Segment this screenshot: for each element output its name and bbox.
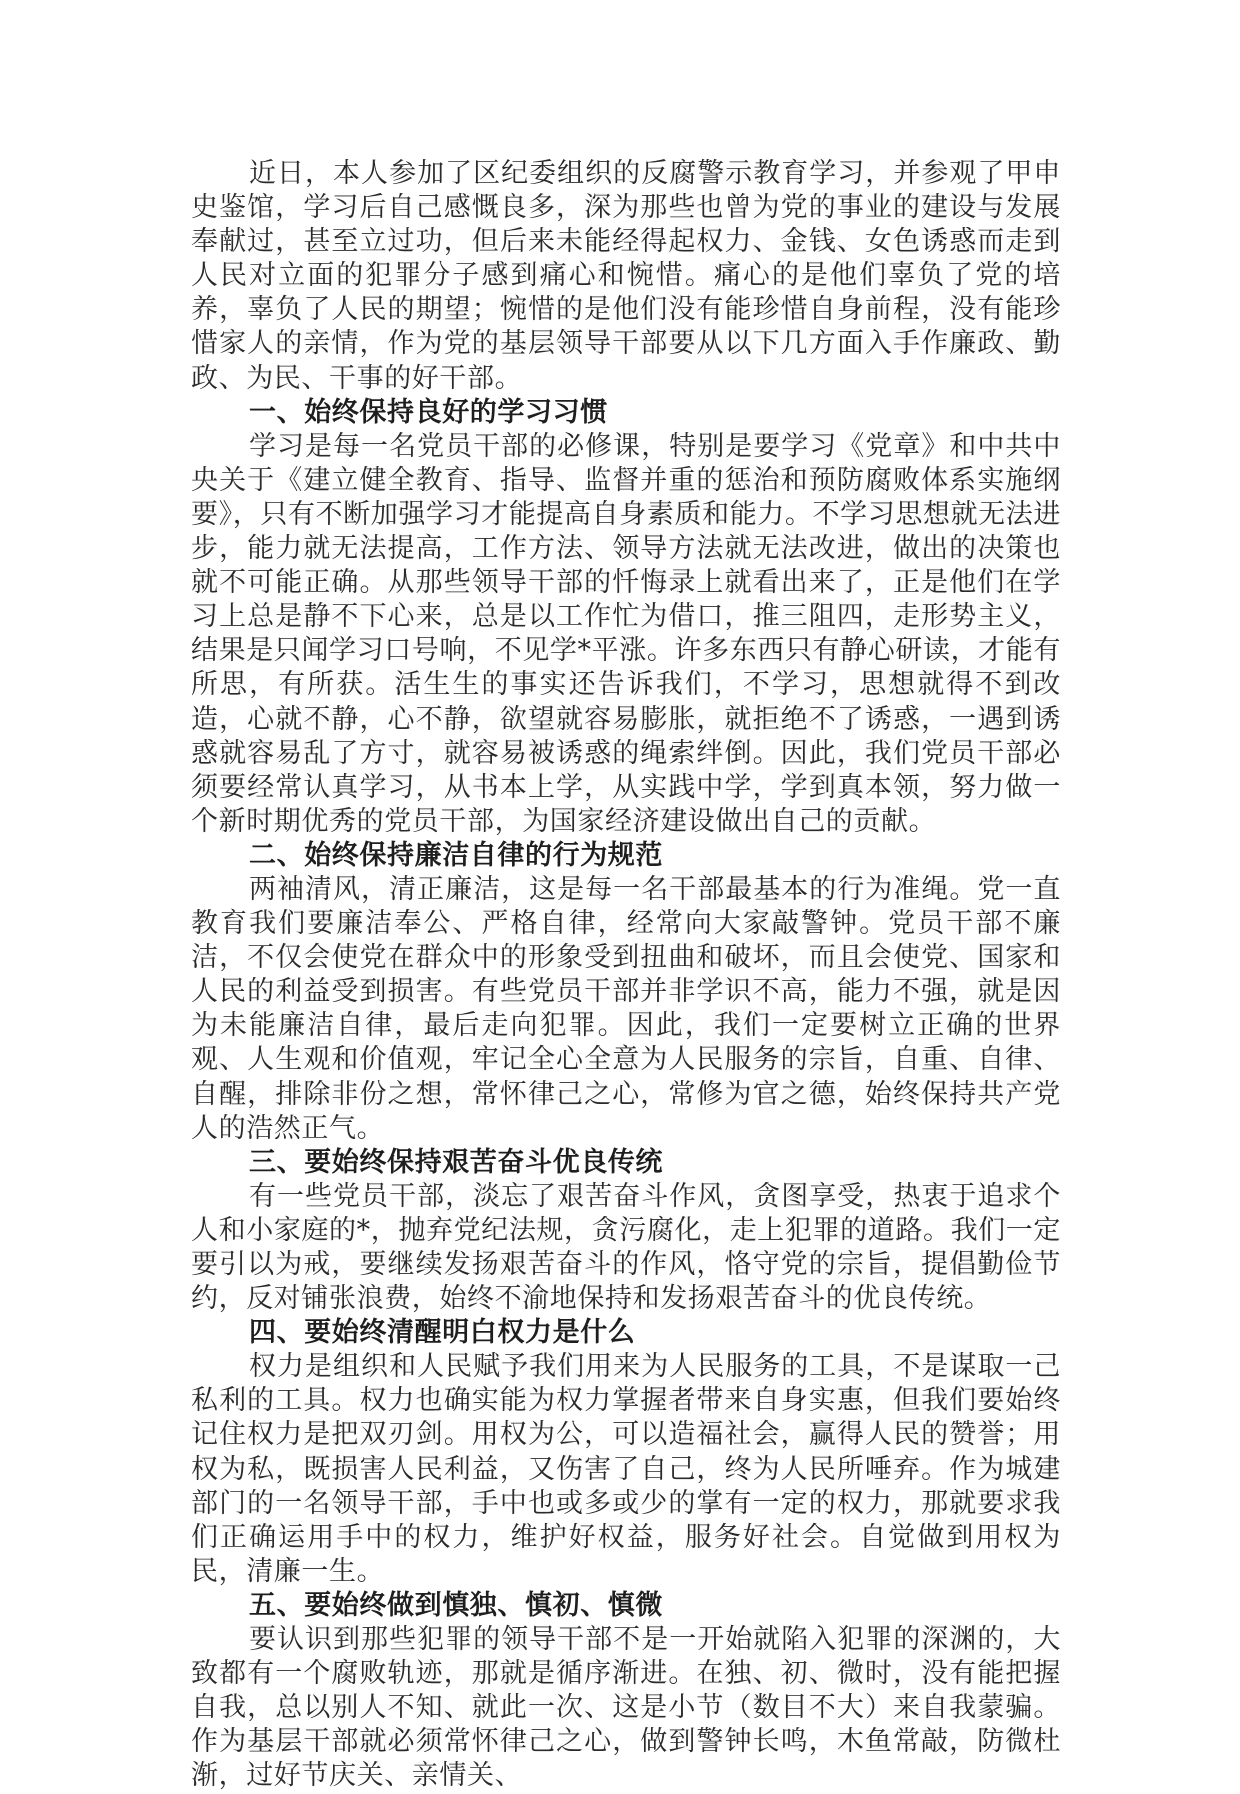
section-2-heading: 二、始终保持廉洁自律的行为规范 [249,839,663,871]
section-5-heading: 五、要始终做到慎独、慎初、慎微 [249,1589,663,1621]
section-3-heading: 三、要始终保持艰苦奋斗优良传统 [249,1146,663,1178]
section-2-body: 两袖清风，清正廉洁，这是每一名干部最基本的行为准绳。党一直教育我们要廉洁奉公、严格自律，经常向大家敲警钟。党员干部不廉洁，不仅会使党在群众中的形象受到扭曲和破坏，而且会使党、国家和人民的利益受到损害。有些党员干部并非学识不高，能力不强，就是因为未能廉洁自律，最后走向犯罪。因此，我们一定要树立正确的世界观、人生观和价值观，牢记全心全意为人民服务的宗旨，自重、自律、自醒，排除非份之想，常怀律己之心，常修为官之德，始终保持共产党人的浩然正气。 [191,873,1061,1144]
section-1-body: 学习是每一名党员干部的必修课，特别是要学习《党章》和中共中央关于《建立健全教育、指导、监督并重的惩治和预防腐败体系实施纲要》，只有不断加强学习才能提高自身素质和能力。不学习思想就无法进步，能力就无法提高，工作方法、领导方法就无法改进，做出的决策也就不可能正确。从那些领导干部的忏悔录上就看出来了，正是他们在学习上总是静不下心来，总是以工作忙为借口，推三阻四，走形势主义，结果是只闻学习口号响，不见学*平涨。许多东西只有静心研读，才能有所思，有所获。活生生的事实还告诉我们，不学习，思想就得不到改造，心就不静，心不静，欲望就容易膨胀，就拒绝不了诱惑，一遇到诱惑就容易乱了方寸，就容易被诱惑的绳索绊倒。因此，我们党员干部必须要经常认真学习，从书本上学，从实践中学，学到真本领，努力做一个新时期优秀的党员干部，为国家经济建设做出自己的贡献。 [191,430,1061,837]
section-3-body: 有一些党员干部，淡忘了艰苦奋斗作风，贪图享受，热衷于追求个人和小家庭的*，抛弃党纪法规，贪污腐化，走上犯罪的道路。我们一定要引以为戒，要继续发扬艰苦奋斗的作风，恪守党的宗旨，提倡勤俭节约，反对铺张浪费，始终不渝地保持和发扬艰苦奋斗的优良传统。 [191,1180,1061,1315]
section-1-heading: 一、始终保持良好的学习习惯 [249,396,608,428]
section-4-heading: 四、要始终清醒明白权力是什么 [249,1317,636,1349]
section-4-body: 权力是组织和人民赋予我们用来为人民服务的工具，不是谋取一己私利的工具。权力也确实能为权力掌握者带来自身实惠，但我们要始终记住权力是把双刃剑。用权为公，可以造福社会，赢得人民的赞誉；用权为私，既损害人民利益，又伤害了自己，终为人民所唾弃。作为城建部门的一名领导干部，手中也或多或少的掌有一定的权力，那就要求我们正确运用手中的权力，维护好权益，服务好社会。自觉做到用权为民，清廉一生。 [191,1351,1061,1587]
document-page [191,157,1061,1794]
intro-paragraph: 近日，本人参加了区纪委组织的反腐警示教育学习，并参观了甲申史鉴馆，学习后自己感慨良多，深为那些也曾为党的事业的建设与发展奉献过，甚至立过功，但后来未能经得起权力、金钱、女色诱惑而走到人民对立面的犯罪分子感到痛心和惋惜。痛心的是他们辜负了党的培养，辜负了人民的期望；惋惜的是他们没有能珍惜自身前程，没有能珍惜家人的亲情，作为党的基层领导干部要从以下几方面入手作廉政、勤政、为民、干事的好干部。 [191,158,1061,394]
section-5-body: 要认识到那些犯罪的领导干部不是一开始就陷入犯罪的深渊的，大致都有一个腐败轨迹，那就是循序渐进。在独、初、微时，没有能把握自我，总以别人不知、就此一次、这是小节（数目不大）来自我蒙骗。作为基层干部就必须常怀律己之心，做到警钟长鸣，木鱼常敲，防微杜渐，过好节庆关、亲情关、 [191,1624,1061,1792]
